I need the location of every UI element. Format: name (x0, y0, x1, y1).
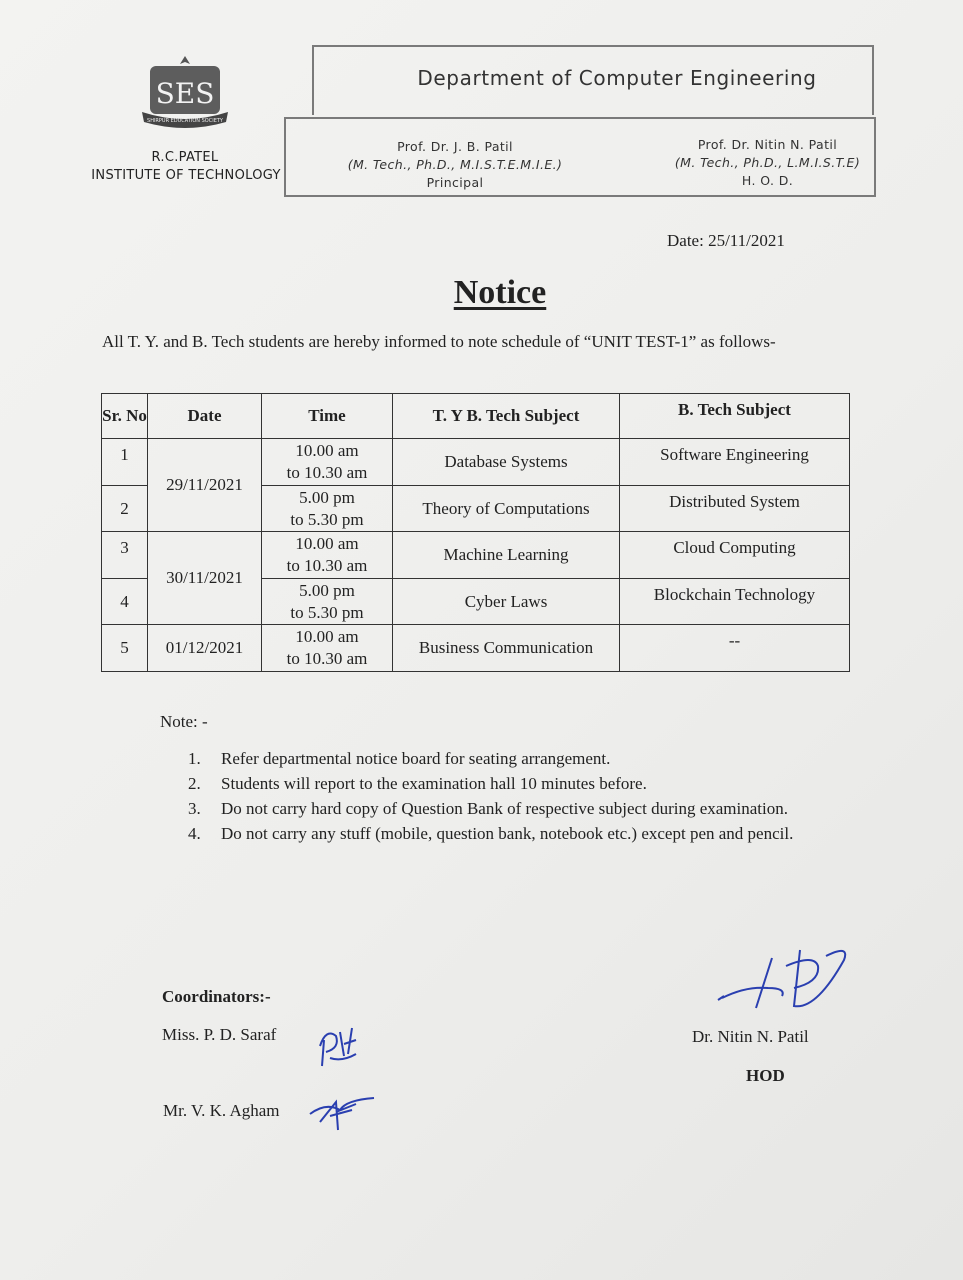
logo-text: SES (155, 77, 215, 110)
cell-date: 01/12/2021 (148, 625, 262, 672)
notice-intro: All T. Y. and B. Tech students are hereby informed to note schedule of “UNIT TEST-1” as follows- (102, 332, 776, 351)
cell-sr: 4 (102, 578, 148, 625)
cell-time (262, 485, 393, 532)
note-number: 3. (188, 799, 201, 818)
table-row (102, 439, 850, 486)
cell-ty-subject: Cyber Laws (393, 578, 620, 625)
coordinators-label: Coordinators:- (162, 987, 271, 1006)
note-label: Note: - (160, 712, 208, 731)
time-end: to 10.30 am (286, 556, 368, 576)
institute-logo (140, 52, 230, 134)
hod-role: H. O. D. (741, 173, 794, 188)
cell-ty-subject: Theory of Computations (393, 485, 620, 532)
hod-label: HOD (746, 1066, 785, 1085)
notice-date: Date: 25/11/2021 (667, 231, 785, 250)
table-header-row (102, 394, 850, 439)
cell-ty-subject: Database Systems (393, 439, 620, 486)
coordinator-1-name: Miss. P. D. Saraf (162, 1025, 277, 1044)
institute-name-line1: R.C.PATEL (151, 150, 219, 165)
cell-btech-subject: Software Engineering (620, 439, 850, 486)
list-item (188, 771, 853, 796)
cell-ty-subject: Business Communication (393, 625, 620, 672)
principal-qualifications: (M. Tech., Ph.D., M.I.S.T.E.M.I.E.) (347, 157, 563, 172)
cell-time (262, 532, 393, 579)
time-start: 5.00 pm (299, 580, 355, 600)
cell-date: 30/11/2021 (148, 532, 262, 625)
time-end: to 5.30 pm (290, 509, 364, 529)
cell-sr: 5 (102, 625, 148, 672)
hod-qualifications: (M. Tech., Ph.D., L.M.I.S.T.E) (674, 155, 861, 170)
list-item (188, 796, 853, 821)
signature-hod (716, 936, 856, 1028)
time-start: 10.00 am (295, 627, 359, 647)
time-start: 5.00 pm (299, 487, 355, 507)
cell-time (262, 578, 393, 625)
institute-name-line2: INSTITUTE OF TECHNOLOGY (91, 168, 281, 183)
cell-btech-subject: Distributed System (620, 485, 850, 532)
schedule-table (101, 393, 850, 672)
signature-coordinator-1 (312, 1018, 372, 1070)
cell-sr: 2 (102, 485, 148, 532)
list-item (188, 746, 853, 771)
cell-btech-subject: -- (620, 625, 850, 672)
cell-ty-subject: Machine Learning (393, 532, 620, 579)
note-number: 2. (188, 774, 201, 793)
department-name: Department of Computer Engineering (417, 66, 817, 90)
note-text: Do not carry any stuff (mobile, question bank, notebook etc.) except pen and pencil. (221, 824, 794, 843)
cell-sr: 1 (102, 439, 148, 486)
notice-title: Notice (453, 274, 547, 311)
header-btech-subject: B. Tech Subject (620, 394, 850, 439)
time-start: 10.00 am (295, 441, 359, 461)
note-number: 1. (188, 749, 201, 768)
cell-btech-subject: Cloud Computing (620, 532, 850, 579)
logo-ribbon: SHIRPUR EDUCATION SOCIETY (147, 118, 223, 124)
table-row (102, 532, 850, 579)
list-item (188, 821, 853, 846)
time-end: to 10.30 am (286, 463, 368, 483)
header-sr-no: Sr. No (102, 394, 148, 439)
coordinator-2-name: Mr. V. K. Agham (163, 1101, 280, 1120)
table-row (102, 625, 850, 672)
header-date: Date (148, 394, 262, 439)
time-end: to 10.30 am (286, 649, 368, 669)
note-text: Do not carry hard copy of Question Bank of respective subject during examination. (221, 799, 788, 818)
time-start: 10.00 am (295, 534, 359, 554)
cell-time (262, 625, 393, 672)
note-text: Students will report to the examination hall 10 minutes before. (221, 774, 647, 793)
cell-sr: 3 (102, 532, 148, 579)
header-ty-subject: T. Y B. Tech Subject (393, 394, 620, 439)
cell-time (262, 439, 393, 486)
notes-list (188, 746, 853, 846)
note-number: 4. (188, 824, 201, 843)
principal-block (330, 138, 580, 192)
hod-name: Dr. Nitin N. Patil (692, 1027, 809, 1046)
cell-date: 29/11/2021 (148, 439, 262, 532)
header-time: Time (262, 394, 393, 439)
signature-coordinator-2 (306, 1090, 378, 1134)
cell-btech-subject: Blockchain Technology (620, 578, 850, 625)
principal-role: Principal (426, 175, 484, 190)
hod-header-name: Prof. Dr. Nitin N. Patil (697, 137, 838, 152)
time-end: to 5.30 pm (290, 602, 364, 622)
hod-block (655, 136, 880, 190)
note-text: Refer departmental notice board for seating arrangement. (221, 749, 611, 768)
principal-name: Prof. Dr. J. B. Patil (397, 139, 513, 154)
